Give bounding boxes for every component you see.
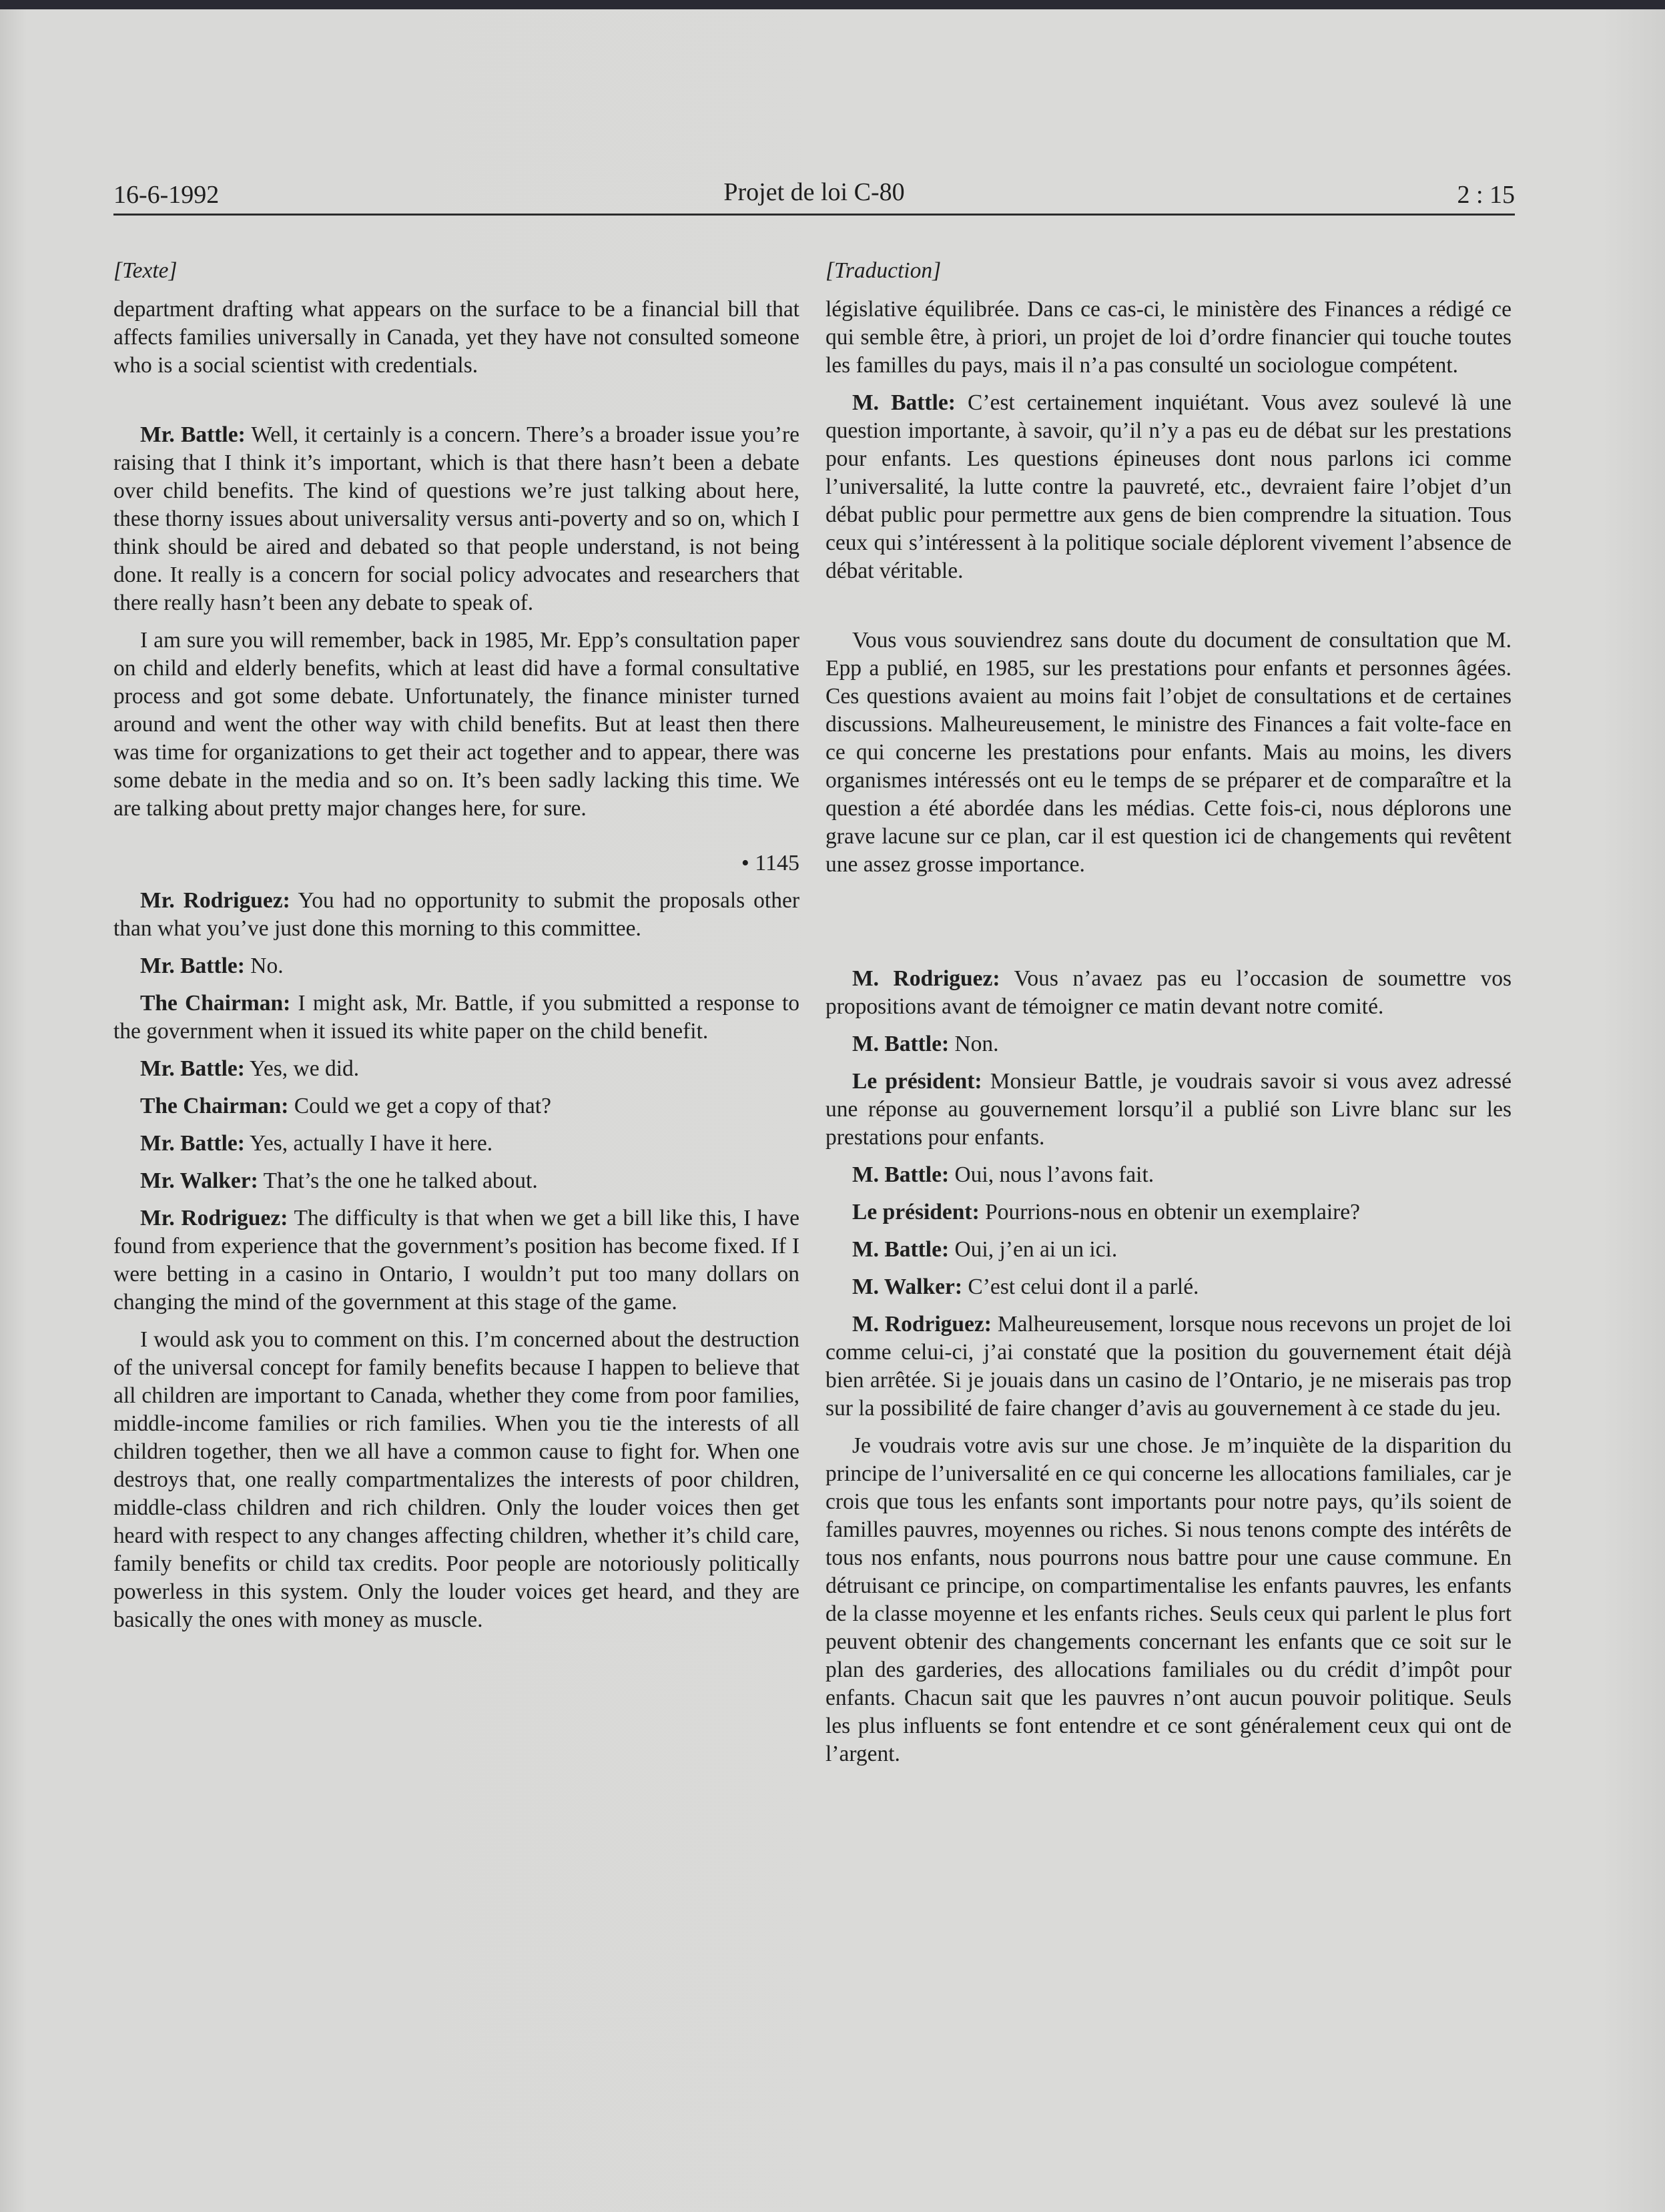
speaker-name: M. Rodriguez:	[852, 966, 1000, 991]
paragraph	[825, 1311, 1512, 1423]
page-header	[113, 179, 1515, 216]
french-column	[825, 257, 1512, 1768]
paragraph	[825, 1273, 1512, 1301]
paragraph: department drafting what appears on the surface to be a financial bill that affects families universally in Canada, yet they have not consulted someone who is a social scientist with credentials.	[113, 297, 799, 378]
paragraph	[825, 1236, 1512, 1264]
paragraph	[825, 1030, 1512, 1058]
header-date: 16-6-1992	[113, 181, 220, 209]
speech-text: Monsieur Battle, je voudrais savoir si vous avez adressé une réponse au gouvernement lorsqu’il a publié son Livre blanc sur les prestations pour enfants.	[825, 1069, 1512, 1150]
speech-text: Well, it certainly is a concern. There’s a broader issue you’re raising that I think it’s important, which is that there hasn’t been a debate over child benefits. The kind of questions we’re just talking about here, these thorny issues about universality versus anti-poverty and so on, which I think should be aired and debated so that people understand, is not being done. It really is a concern for social policy advocates and researchers that there really hasn’t been any debate to speak of.	[113, 422, 799, 615]
speaker-name: M. Battle:	[852, 1032, 950, 1056]
speech-text: Yes, actually I have it here.	[244, 1131, 493, 1156]
speech-text: No.	[244, 954, 284, 978]
speaker-name: M. Battle:	[852, 1237, 950, 1262]
speaker-name: Mr. Battle:	[140, 954, 245, 978]
time-marker: • 1145	[741, 851, 799, 875]
column-label-texte: [Texte]	[113, 258, 178, 283]
speaker-name: The Chairman:	[140, 991, 291, 1016]
paragraph	[825, 1198, 1512, 1226]
speaker-name: M. Rodriguez:	[852, 1312, 992, 1337]
speech-text: You had no opportunity to submit the proposals other than what you’ve just done this morning to this committee.	[113, 888, 799, 941]
speaker-name: Mr. Rodriguez:	[140, 1206, 288, 1230]
column-label-traduction: [Traduction]	[825, 258, 942, 283]
paragraph	[825, 1161, 1512, 1189]
paragraph	[113, 1167, 799, 1195]
speaker-name: Mr. Walker:	[140, 1168, 258, 1193]
speaker-name: Mr. Battle:	[140, 1056, 245, 1081]
scanner-edge	[0, 0, 1665, 9]
paragraph	[113, 990, 799, 1046]
speaker-name: Le président:	[852, 1200, 980, 1224]
paragraph	[113, 1204, 799, 1317]
speech-text: I might ask, Mr. Battle, if you submitted a response to the government when it issued its white paper on the child benefit.	[113, 991, 800, 1044]
paragraph: Je voudrais votre avis sur une chose. Je m’inquiète de la disparition du principe de l’universalité en ce qui concerne les allocations familiales, car je crois que tous les enfants sont importants pour notre pays, qu’ils soient de familles pauvres, moyennes ou riches. Si nous tenons compte des intérêts de tous nos enfants, nous pourrons nous battre pour une cause commune. En détruisant ce principe, on compartimentalise les enfants pauvres, les enfants de la classe moyenne et les enfants riches. Seuls ceux qui parlent le plus fort peuvent obtenir des changements concernant les enfants que ce soit sur le plan des garderies, des allocations familiales ou du crédit d’impôt pour enfants. Chacun sait que les pauvres n’ont aucun pouvoir politique. Seuls les plus influents se font entendre et ce sont généralement ceux qui ont de l’argent.	[825, 1433, 1512, 1766]
speech-text: Oui, j’en ai un ici.	[949, 1237, 1118, 1262]
paragraph: I am sure you will remember, back in 1985, Mr. Epp’s consultation paper on child and elderly benefits, which at least did have a formal consultative process and got some debate. Unfortunately, the finance minister turned around and went the other way with child benefits. But at least then there was time for organizations to get their act together and to appear, there was some debate in the media and so on. It’s been sadly lacking this time. We are talking about pretty major changes here, for sure.	[113, 628, 799, 821]
speech-text: The difficulty is that when we get a bill like this, I have found from experience that the government’s position has become fixed. If I were betting in a casino in Ontario, I wouldn’t put too many dollars on changing the mind of the government at this stage of the game.	[113, 1206, 800, 1315]
english-column	[113, 257, 799, 1634]
paragraph: I would ask you to comment on this. I’m concerned about the destruction of the universal concept for family benefits because I happen to believe that all children are important to Canada, whether they come from poor families, middle-income families or rich families. When you tie the interests of all children together, then we all have a common cause to fight for. When one destroys that, one really compartmentalizes the interests of poor children, middle-class children and rich children. Only the louder voices then get heard with respect to any changes affecting children, whether it’s child care, family benefits or child tax credits. Poor people are notoriously politically powerless in this system. Only the louder voices get heard, and they are basically the ones with money as muscle.	[113, 1327, 799, 1632]
speech-text: Vous n’avaez pas eu l’occasion de soumettre vos propositions avant de témoigner ce matin devant notre comité.	[825, 966, 1512, 1019]
speech-text: Non.	[949, 1032, 999, 1056]
column-gap	[825, 879, 1512, 956]
speech-text: Malheureusement, lorsque nous recevons un projet de loi comme celui-ci, j’ai constaté que la position du gouvernement était déjà bien arrêtée. Si je jouais dans un casino de l’Ontario, je ne miserais pas trop sur la possibilité de faire changer d’avis au gouvernement à ce stade du jeu.	[825, 1312, 1512, 1421]
header-page-number: 2 : 15	[1457, 181, 1515, 209]
speaker-name: M. Battle:	[852, 390, 956, 415]
paragraph	[113, 1055, 799, 1083]
speech-text: That’s the one he talked about.	[258, 1168, 538, 1193]
speech-text: Yes, we did.	[244, 1056, 360, 1081]
header-title: Projet de loi C-80	[723, 178, 905, 206]
paragraph: Vous vous souviendrez sans doute du document de consultation que M. Epp a publié, en 1985, sur les prestations pour enfants et personnes âgées. Ces questions avaient au moins fait l’objet de consultations et de certaines discussions. Malheureusement, le ministre des Finances a fait volte-face en ce qui concerne les prestations pour enfants. Mais au moins, les divers organismes intéressés ont eu le temps de se préparer et de comparaître et la question a été abordée dans les médias. Cette fois-ci, nous déplorons une grave lacune sur ce plan, car il est question ici de changements qui revêtent une assez grosse importance.	[825, 628, 1512, 877]
paragraph: législative équilibrée. Dans ce cas-ci, le ministère des Finances a rédigé ce qui semble être, à priori, un projet de loi d’ordre financier qui touche toutes les familles du pays, mais il n’a pas consulté un sociologue compétent.	[825, 297, 1512, 378]
speaker-name: Mr. Rodriguez:	[140, 888, 290, 913]
paragraph	[825, 1068, 1512, 1152]
speech-text: C’est certainement inquiétant. Vous avez soulevé là une question importante, à savoir, qu’il n’y a pas eu de débat sur les prestations pour enfants. Les questions épineuses dont nous parlons ici comme l’universalité, la lutte contre la pauvreté, etc., devraient faire l’objet d’un débat public pour permettre aux gens de bien comprendre la situation. Tous ceux qui s’intéressent à la politique sociale déplorent vivement l’absence de débat véritable.	[825, 390, 1512, 583]
paragraph	[113, 1130, 799, 1158]
paragraph	[825, 389, 1512, 585]
speaker-name: M. Battle:	[852, 1162, 950, 1187]
paragraph	[825, 965, 1512, 1021]
speaker-name: The Chairman:	[140, 1094, 289, 1118]
speaker-name: Mr. Battle:	[140, 1131, 245, 1156]
speech-text: Oui, nous l’avons fait.	[949, 1162, 1154, 1187]
speech-text: Could we get a copy of that?	[288, 1094, 551, 1118]
paragraph	[113, 1092, 799, 1120]
paragraph	[113, 421, 799, 617]
speaker-name: Le président:	[852, 1069, 982, 1094]
speaker-name: Mr. Battle:	[140, 422, 246, 447]
paragraph	[113, 887, 799, 943]
speech-text: C’est celui dont il a parlé.	[962, 1274, 1199, 1299]
paragraph	[113, 952, 799, 980]
speech-text: Pourrions-nous en obtenir un exemplaire?	[979, 1200, 1361, 1224]
speaker-name: M. Walker:	[852, 1274, 962, 1299]
